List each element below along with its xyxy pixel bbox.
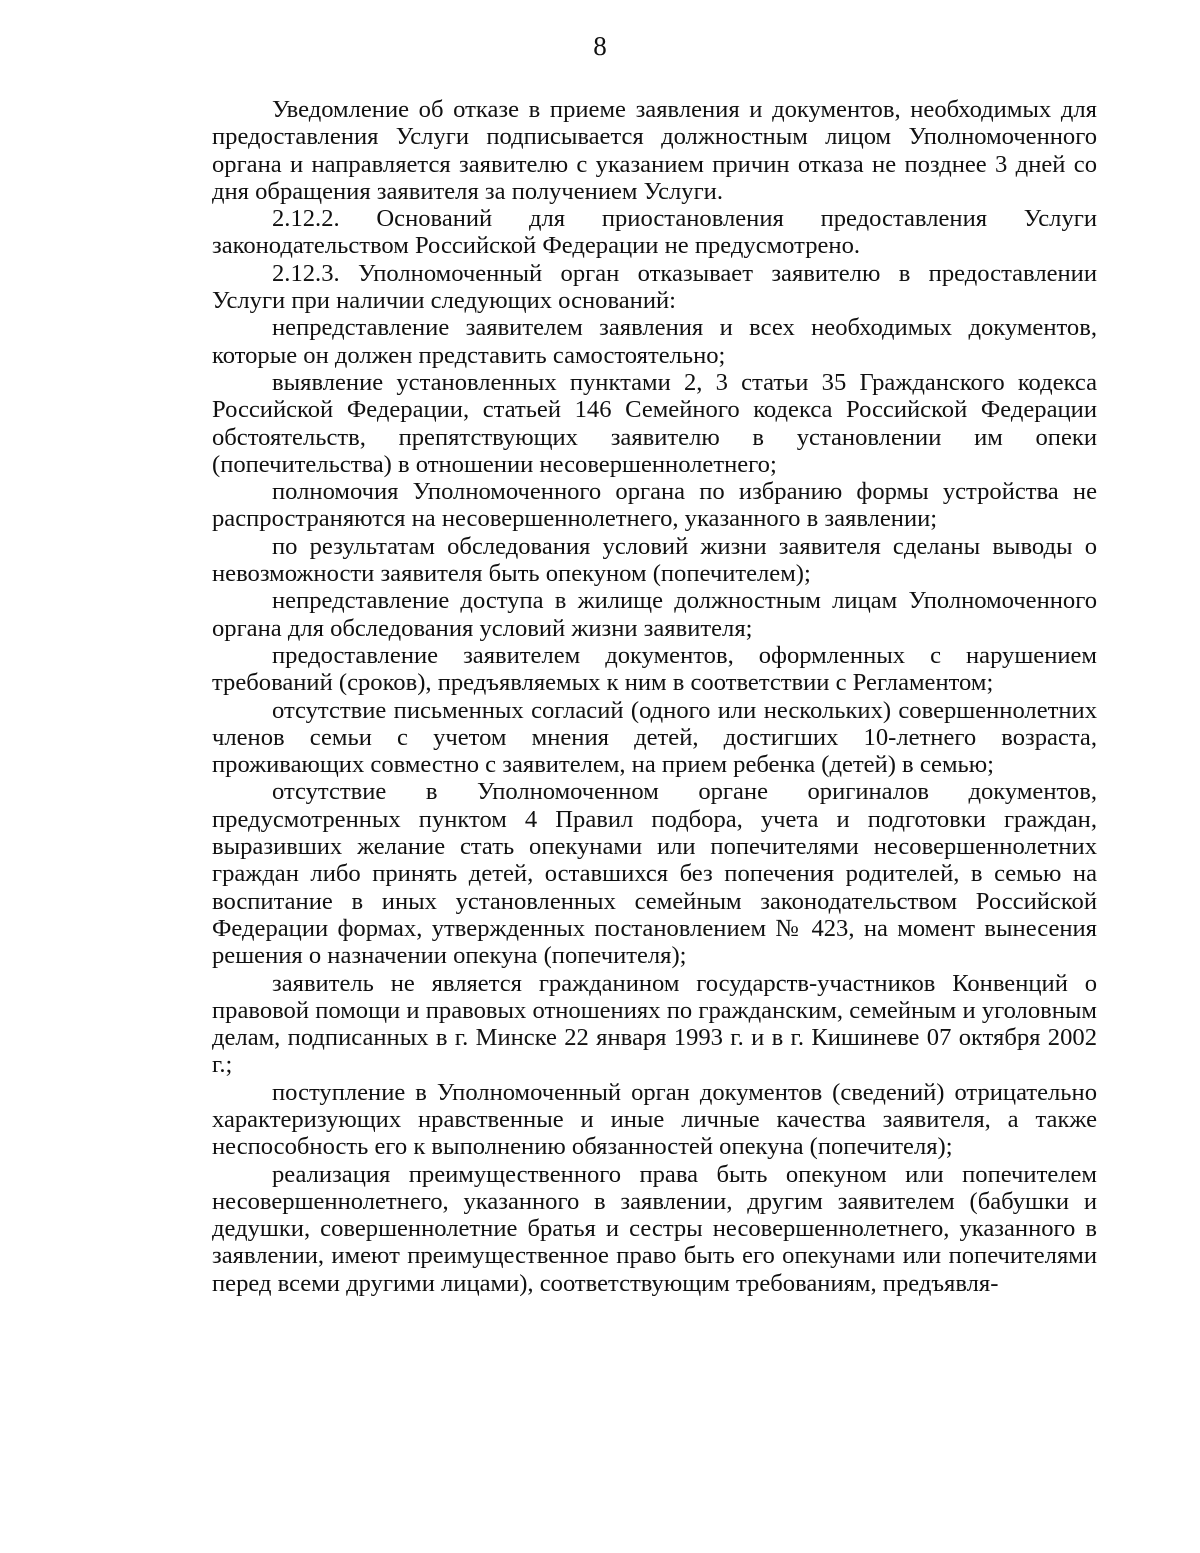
paragraph-ground-5: непредставление доступа в жилище должностным лицам Уполномоченного органа для обследования условий жизни заявителя; [212,587,1097,642]
paragraph-refusal-notice: Уведомление об отказе в приеме заявления и документов, необходимых для предоставления Услуги подписывается должностным лицом Уполномоченного органа и направляется заявителю с указанием причин отказа не позднее 3 дней со дня обращения заявителя за получением Услуги. [212,96,1097,205]
paragraph-ground-8: отсутствие в Уполномоченном органе оригиналов документов, предусмотренных пунктом 4 Правил подбора, учета и подготовки граждан, выразивших желание стать опекунами или попечителями несовершеннолетних граждан либо принять детей, оставшихся без попечения родителей, в семью на воспитание в иных установленных семейным законодательством Российской Федерации формах, утвержденных постановлением № 423, на момент вынесения решения о назначении опекуна (попечителя); [212,778,1097,970]
paragraph-2-12-2: 2.12.2. Оснований для приостановления предоставления Услуги законодательством Российской Федерации не предусмотрено. [212,205,1097,260]
paragraph-2-12-3: 2.12.3. Уполномоченный орган отказывает заявителю в предоставлении Услуги при наличии следующих оснований: [212,259,1097,315]
paragraph-ground-9: заявитель не является гражданином государств-участников Конвенций о правовой помощи и правовых отношениях по гражданским, семейным и уголовным делам, подписанных в г. Минске 22 января 1993 г. и в г. Кишиневе 07 октября 2002 г.; [212,969,1097,1079]
paragraph-ground-3: полномочия Уполномоченного органа по избранию формы устройства не распространяются на несовершеннолетнего, указанного в заявлении; [212,478,1097,533]
paragraph-ground-1: непредставление заявителем заявления и всех необходимых документов, которые он должен представить самостоятельно; [212,314,1097,369]
paragraph-ground-6: предоставление заявителем документов, оформленных с нарушением требований (сроков), предъявляемых к ним в соответствии с Регламентом; [212,641,1097,697]
paragraph-ground-11: реализация преимущественного права быть опекуном или попечителем несовершеннолетнего, указанного в заявлении, другим заявителем (бабушки и дедушки, совершеннолетние братья и сестры несовершеннолетнего, указанного в заявлении, имеют преимущественное право быть его опекунами или попечителями перед всеми другими лицами), соответствующим требованиям, предъявля- [212,1160,1097,1297]
page-number: 8 [593,31,607,61]
paragraph-ground-4: по результатам обследования условий жизни заявителя сделаны выводы о невозможности заявителя быть опекуном (попечителем); [212,532,1097,588]
paragraph-ground-2: выявление установленных пунктами 2, 3 статьи 35 Гражданского кодекса Российской Федерации, статьей 146 Семейного кодекса Российской Федерации обстоятельств, препятствующих заявителю в установлении им опеки (попечительства) в отношении несовершеннолетнего; [212,368,1097,478]
paragraph-ground-7: отсутствие письменных согласий (одного или нескольких) совершеннолетних членов семьи с учетом мнения детей, достигших 10-летнего возраста, проживающих совместно с заявителем, на прием ребенка (детей) в семью; [212,696,1097,779]
paragraph-ground-10: поступление в Уполномоченный орган документов (сведений) отрицательно характеризующих нравственные и иные личные качества заявителя, а также неспособность его к выполнению обязанностей опекуна (попечителя); [212,1078,1097,1161]
document-body [212,96,1097,1297]
